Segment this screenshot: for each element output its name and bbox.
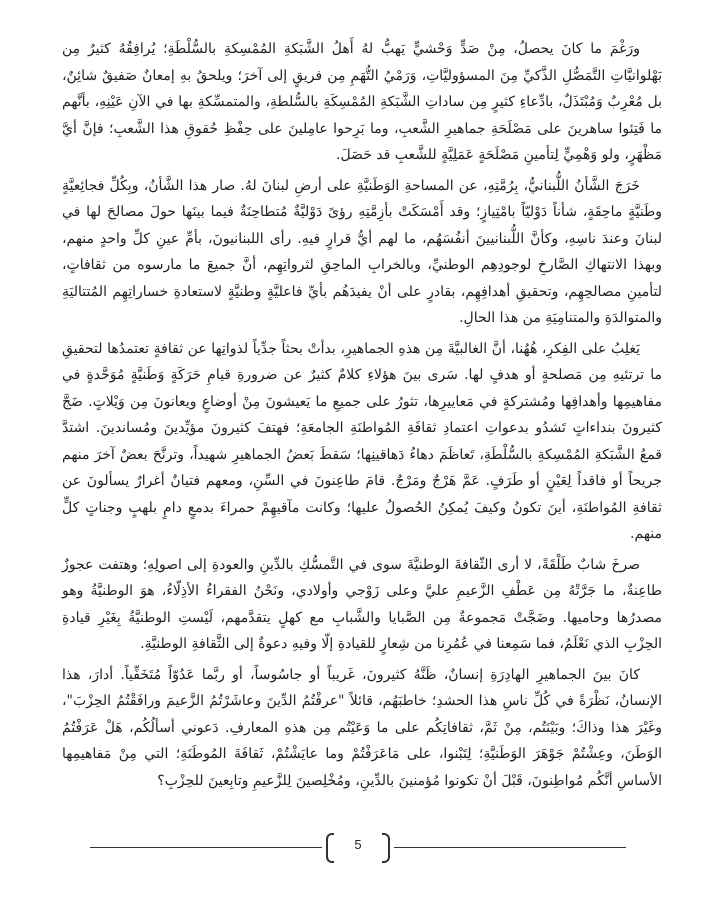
document-body xyxy=(62,36,662,798)
footer-bracket-left xyxy=(326,833,334,863)
page-number: 5 xyxy=(354,837,362,852)
paragraph: خَرَجَ الشَّأنُ اللُّبنانيُّ، بِرُمَّتِهِ، عن المساحةِ الوَطَنيَّةِ على أرضِ لبنانَ لهُ. صار هذا الشَّأنُ، وبِكُلِّ فجائِعيَّةٍ وطَنيَّةٍ ماحِقَةٍ، شأناً دَوْليّاً بامْتِيازٍ؛ وقد أَمْسَكَتْ بأزِمَّتِهِ رؤىً دَوْليَّةٌ مُتطاحِنَةٌ فيما بينَها حولَ مصالحَ لها في لبنانَ وعندَ ناسِهِ، وكأنَّ اللُّبنانيينَ أنفُسَهُم، ما لهم أيُّ قرارٍ فيهِ. رأى اللبنانيونَ، بأمِّ عينِ كلِّ واحدٍ منهم، وبهذا الانتهاكِ الصَّارخِ لوجودِهِم الوطنيِّ، وبالخرابِ الماحِقِ لثرواتِهِم، أنَّ جميعَ ما مارسوه من ثقافاتٍ، لتأمينِ مصالحِهِم، وتحقيقِ أهدافِهِم، بقادرٍ على أنْ يفيدَهُم بأيِّ فاعليَّةٍ وطنيَّةٍ لاستعادةِ خساراتِهِم المُتتاليَةِ والمتوالدَةِ والمتنامِيَةِ من هذا الحالِ. xyxy=(62,177,662,326)
paragraph: ورَغْمَ ما كانَ يحصلُ، مِنْ صَدٍّ وَحْشيٍّ يَهبُّ لهُ أَهلُ الشَّبَكةِ المُمْسِكةِ بالسُّلْطَةِ؛ يُرافِقُهُ كثيرٌ مِن بَهْلوانيَّاتِ التَّمَصُّلِ الذَّكيِّ مِنَ المسؤوليَّاتِ، وَرَمْيُ التُّهَمِ مِن فريقٍ إلى آخرَ؛ ويلحقُ بهِ إمعانٌ صَفيقٌ شائِنٌ، بل مُعْرِبٌ وَمُبْتَذَلٌ، بادِّعاءِ كثيرٍ مِن ساداتِ الشَّبَكةِ المُمْسِكَةِ بالسُّلطةِ، والمتمسِّكةِ بها في الآنِ عَيْنِهِ، بأنَّهم ما فَتِئوا ساهرينَ على مَصْلَحَةِ جماهيرِ الشَّعبِ، وما بَرِحوا عامِلينَ على حِفْظِ حُقوقِ هذا الشَّعبِ؛ فإنَّ أيَّ مَظْهَرٍ، ولو وَهْمِيٍّ لِتأمينِ مَصْلَحَةٍ عَمَلِيَّةٍ للشَّعبِ قد حَصَلَ. xyxy=(62,41,662,163)
footer-rule-left xyxy=(90,847,322,848)
paragraph: صرخَ شابٌ طَلْقَةً، لا أرى الثّقافةَ الوطنيَّةَ سوى في التَّمسُّكِ بالدِّينِ والعودةِ إلى اصولِهِ؛ وهتفت عجوزٌ طاعِنةٌ، ما جَرَّتْهُ مِن عَطْفِ الزَّعيمِ عليَّ وعلى زَوْجي وأولادي، ونَحْنُ الفقراءُ الأذِلّاءُ، هوَ الوطنيَّةُ وهو مصدرُها وحاميها. وضَجَّتْ مَجموعةٌ مِن الصَّبايا والشَّبابِ مع كهلٍ يتقدَّمهم، لَيْستِ الوطنيَّةُ بِغَيْرِ قيادةِ الحِزْبِ الذي نَعْلَمُ، فما سَمِعنا في عُمُرِنا من شِعارٍ للقيادةِ إلّا وفيهِ دعوةٌ إلى الثَّقافةِ الوطنيَّةِ. xyxy=(62,556,662,652)
paragraph: يَغلِبُ على الفِكرِ، هُهُنا، أنَّ الغالبيَّةَ مِن هذهِ الجماهيرِ، بدأتْ بحثاً جدِّياً لذواتِها عن ثقافةٍ تعتمدُها لتحقيقِ ما ترتئيهِ مِن مَصلحةٍ أو هدفٍ لها. سَرى بينَ هؤلاءِ كلامٌ كثيرٌ عن ضرورةِ قيامِ حَرَكَةٍ وَطَنيَّةٍ مُوَحَّدةٍ في مفاهيمِها وأهدافِها ومُشتركةٍ في مَعاييرِها، تثورُ على جميعِ ما يَعيشونَ مِنْ أوضاعٍ ويعانونَ مِن وَيْلاتٍ. ضَجَّ كثيرونَ بنداءاتٍ تَشدُو بدعواتِ اعتمادِ ثقافَةِ المُواطنَةِ الجامعَةِ؛ فهتفَ كثيرونَ مؤيِّدينَ ومُساندينَ. اشتدَّ قمعُ الشَّبَكةِ المُمْسِكةِ بالسُّلْطَةِ، تَعاظَمَ دهاءُ دَهاقينِها؛ سَقطَ بَعضُ الجماهيرِ شهيداً، وترنَّحَ بعضٌ آخرَ منهم جريحاً أو فاقداً لِعَيْنٍ أو طَرَفٍ. عَمَّ هَرْجٌ ومَرْجٌ. قامَ طاعِنونَ في السِّنِ، ومعهم فتيانٌ أغرارٌ يسألونَ عن ثقافةِ المُواطنَةِ، أينَ تكونُ وكيفَ يُمكِنُ الحُصولُ عليها؛ وكانت مآقيهِمْ حمراءَ بدمعٍ دامٍ بلهبٍ وجناتٍ كلٍّ منهم. xyxy=(62,340,662,542)
footer-bracket-right xyxy=(382,833,390,863)
page-footer xyxy=(90,832,626,862)
paragraph: كانَ بينَ الجماهيرِ الهادِرَةِ إنسانٌ، ظَنَّهُ كثيرونَ، غَريباً أو جاسُوساً، أو ربَّما عَدُوّاً مُتَخَفِّياً. أدارَ، هذا الإنسانُ، نَظْرَةً في كُلِّ ناسِ هذا الحشدِ؛ خاطبَهُم، قائلاً "عرفْتُمُ الدِّينَ وعاشَرْتُمُ الزَّعيمَ ورافَقْتُمُ الحِزْبَ"، وغَيْرَ هذا وذاكَ؛ وبَيْنَتُم، مِنْ ثَمَّ، ثقافاتِكُم على ما وَعَيْتُم مِن هذهِ المعارفِ. دَعوني أسألُكُم، هَلْ عَرَفْتُمُ الوَطَنَ، وعِشْتُمْ جَوْهَرَ الوَطَنيَّةِ؛ لِتَبْنوا، على مَاعَرَفْتُمْ وما عايَشْتُمْ، ثَقافَةَ المُوطَنَةِ؛ التي مِنْ مَفاهيمِها الأساسِ أنَّكُم مُواطِنونَ، قَبْلَ أنْ تكونوا مُؤمنينَ بالدِّينِ، ومُخْلِصينَ لِلزَّعيمِ وتابِعينَ للحِزْبِ؟ xyxy=(62,666,662,789)
footer-rule-right xyxy=(394,847,626,848)
